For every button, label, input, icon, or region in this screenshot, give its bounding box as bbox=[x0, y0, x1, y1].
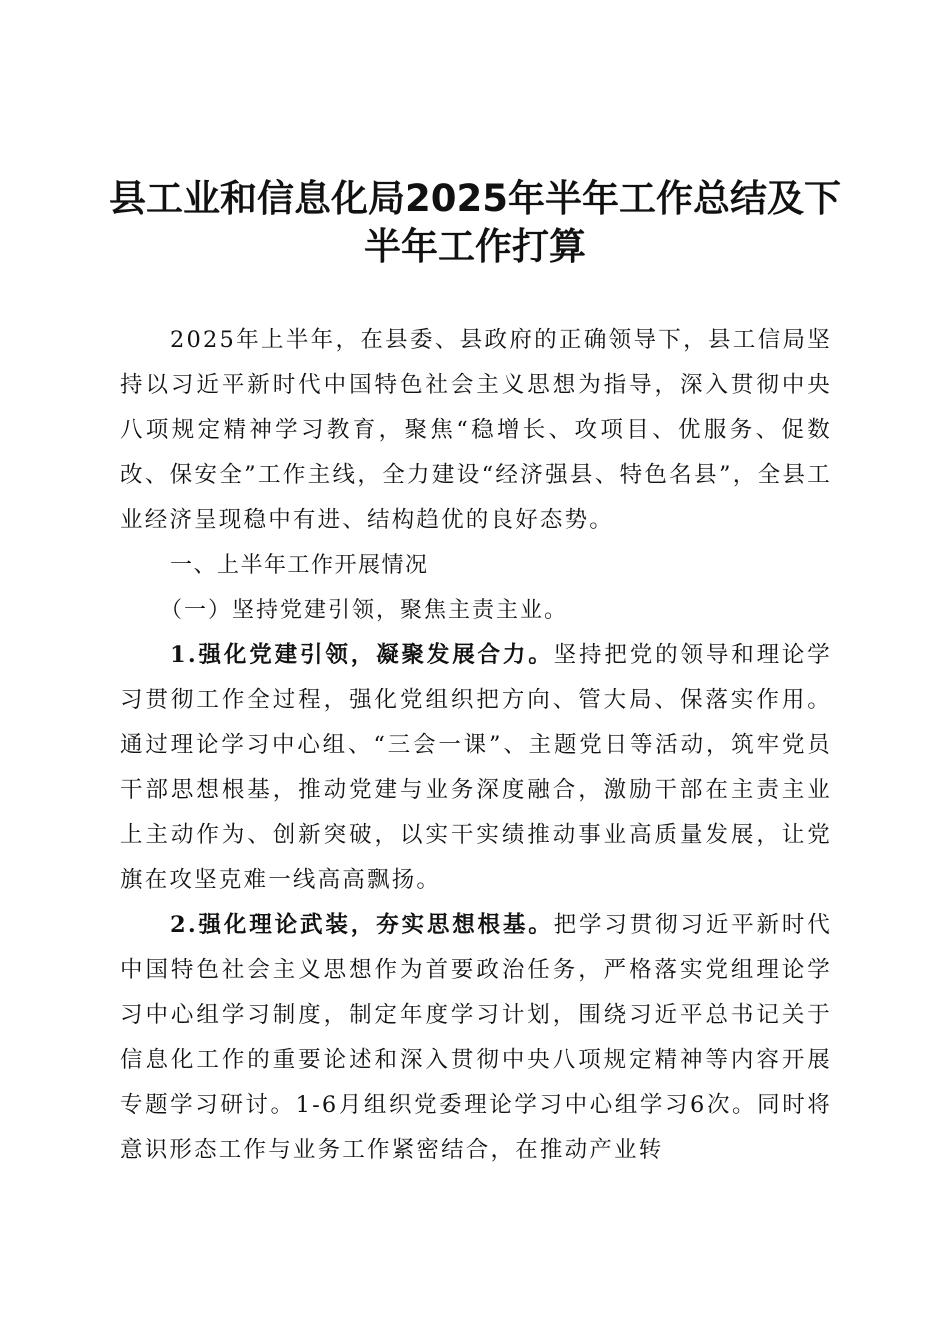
subsection-heading: （一）坚持党建引领，聚焦主责主业。 bbox=[160, 598, 569, 623]
title-line-2: 半年工作打算 bbox=[364, 225, 586, 268]
section-heading: 一、上半年工作开展情况 bbox=[170, 553, 429, 578]
item-paragraph-1 bbox=[120, 633, 832, 903]
item-lead-1: 1.强化党建引领，凝聚发展合力。 bbox=[170, 642, 554, 668]
intro-paragraph: 2025年上半年，在县委、县政府的正确领导下，县工信局坚持以习近平新时代中国特色社会主义思想为指导，深入贯彻中央八项规定精神学习教育，聚焦“稳增长、攻项目、优服务、促数改、保安全”工作主线，全力建设“经济强县、特色名县”，全县工业经济呈现稳中有进、结构趋优的良好态势。 bbox=[120, 327, 832, 533]
document-title bbox=[100, 175, 850, 271]
title-line-1: 县工业和信息化局2025年半年工作总结及下 bbox=[109, 177, 841, 220]
document-body bbox=[120, 318, 832, 1173]
item-paragraph-2 bbox=[120, 903, 832, 1173]
item-text-2: 把学习贯彻习近平新时代中国特色社会主义思想作为首要政治任务，严格落实党组理论学习中心组学习制度，制定年度学习计划，围绕习近平总书记关于信息化工作的重要论述和深入贯彻中央八项规定精神等内容开展专题学习研讨。1-6月组织党委理论学习中心组学习6次。同时将意识形态工作与业务工作紧密结合，在推动产业转 bbox=[120, 912, 832, 1163]
item-text-1: 坚持把党的领导和理论学习贯彻工作全过程，强化党组织把方向、管大局、保落实作用。通过理论学习中心组、“三会一课”、主题党日等活动，筑牢党员干部思想根基，推动党建与业务深度融合，激励干部在主责主业上主动作为、创新突破，以实干实绩推动事业高质量发展，让党旗在攻坚克难一线高高飘扬。 bbox=[120, 642, 832, 893]
item-lead-2: 2.强化理论武装，夯实思想根基。 bbox=[170, 912, 554, 938]
